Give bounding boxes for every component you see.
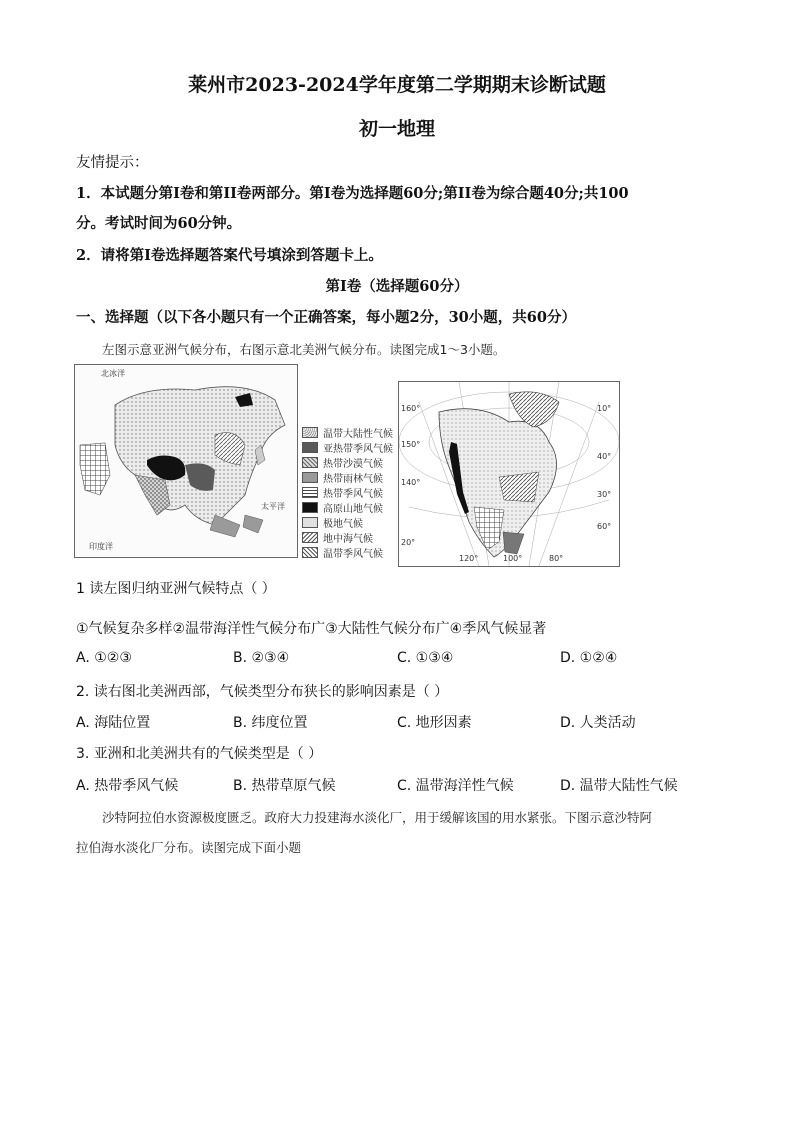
question-3-stem: 3. 亚洲和北美洲共有的气候类型是（ ） (76, 746, 323, 762)
legend-item-tropical-monsoon (302, 485, 383, 500)
legend-swatch (302, 427, 318, 438)
notice-line-1b: 分。考试时间为60分钟。 (76, 215, 242, 232)
legend-swatch (302, 442, 318, 453)
legend-swatch (302, 457, 318, 468)
notice-heading: 友情提示： (76, 155, 149, 171)
part-title: 一、选择题（以下各小题只有一个正确答案，每小题2分，30小题，共60分） (76, 309, 576, 326)
question-3-option-c[interactable]: C. 温带海洋性气候 (397, 778, 514, 794)
group2-intro-line-2: 拉伯海水淡化厂分布。读图完成下面小题 (76, 840, 302, 855)
question-1-statements: ①气候复杂多样②温带海洋性气候分布广③大陆性气候分布广④季风气候显著 (76, 621, 547, 637)
question-3-option-b[interactable]: B. 热带草原气候 (233, 778, 336, 794)
legend-item-polar (302, 515, 363, 530)
na-deg-left-3: 140° (401, 478, 421, 487)
legend-swatch (302, 547, 318, 558)
legend-item-tropical-rainforest (302, 470, 383, 485)
na-deg-right-3: 30° (597, 490, 612, 499)
legend-item-highland (302, 500, 383, 515)
asia-label-indian: 印度洋 (89, 542, 113, 551)
question-2-option-a[interactable]: A. 海陆位置 (76, 715, 151, 731)
legend-label: 温带大陆性气候 (323, 429, 393, 440)
legend-label: 温带季风气候 (323, 549, 383, 560)
legend-label: 极地气候 (323, 519, 363, 530)
na-deg-right-1: 10° (597, 404, 612, 413)
group2-intro-line-1: 沙特阿拉伯水资源极度匮乏。政府大力投建海水淡化厂，用于缓解该国的用水紧张。下图示意沙特阿 (102, 810, 653, 825)
na-deg-left-1: 160° (401, 404, 421, 413)
question-3-option-d[interactable]: D. 温带大陆性气候 (560, 778, 678, 794)
legend-label: 热带季风气候 (323, 489, 383, 500)
question-1-option-b[interactable]: B. ②③④ (233, 650, 290, 666)
notice-line-1a: 1．本试题分第Ⅰ卷和第II卷两部分。第Ⅰ卷为选择题60分;第II卷为综合题40分;共100 (76, 185, 629, 202)
legend-swatch (302, 472, 318, 483)
legend-label: 地中海气候 (323, 534, 373, 545)
question-1-option-c[interactable]: C. ①③④ (397, 650, 454, 666)
question-1-option-a[interactable]: A. ①②③ (76, 650, 132, 666)
legend-item-tropical-desert (302, 455, 383, 470)
na-deg-left-2: 150° (401, 440, 421, 449)
volume-title: 第Ⅰ卷（选择题60分） (325, 278, 469, 295)
na-deg-bottom-2: 100° (503, 554, 523, 563)
asia-map-graphic (75, 365, 297, 557)
asia-label-arctic: 北冰洋 (101, 369, 125, 378)
legend-item-subtropical-monsoon (302, 440, 393, 455)
asia-label-pacific: 太平洋 (261, 502, 285, 511)
exam-title: 莱州市2023-2024学年度第二学期期末诊断试题 (188, 74, 606, 96)
legend-swatch (302, 502, 318, 513)
na-deg-bottom-3: 80° (549, 554, 564, 563)
na-deg-bottom-1: 120° (459, 554, 479, 563)
question-1-stem: 1 读左图归纳亚洲气候特点（ ） (76, 581, 276, 597)
question-2-option-c[interactable]: C. 地形因素 (397, 715, 472, 731)
legend-swatch (302, 532, 318, 543)
legend-label: 高原山地气候 (323, 504, 383, 515)
legend-label: 热带雨林气候 (323, 474, 383, 485)
legend-label: 热带沙漠气候 (323, 459, 383, 470)
legend-swatch (302, 487, 318, 498)
notice-line-2: 2．请将第Ⅰ卷选择题答案代号填涂到答题卡上。 (76, 247, 383, 264)
question-2-option-b[interactable]: B. 纬度位置 (233, 715, 308, 731)
asia-climate-map (74, 364, 298, 558)
legend-item-temperate-monsoon (302, 545, 383, 560)
legend-label: 亚热带季风气候 (323, 444, 393, 455)
question-3-option-a[interactable]: A. 热带季风气候 (76, 778, 179, 794)
climate-legend (302, 425, 412, 565)
exam-subtitle: 初一地理 (358, 118, 435, 140)
question-2-stem: 2. 读右图北美洲西部，气候类型分布狭长的影响因素是（ ） (76, 684, 449, 700)
north-america-climate-map (398, 381, 620, 567)
na-map-graphic (399, 382, 619, 566)
na-deg-left-4: 20° (401, 538, 416, 547)
na-deg-right-2: 40° (597, 452, 612, 461)
legend-swatch (302, 517, 318, 528)
legend-item-mediterranean (302, 530, 373, 545)
legend-item-temperate-continental (302, 425, 393, 440)
question-2-option-d[interactable]: D. 人类活动 (560, 715, 636, 731)
na-deg-right-4: 60° (597, 522, 612, 531)
group1-intro: 左图示意亚洲气候分布，右图示意北美洲气候分布。读图完成1～3小题。 (102, 342, 506, 357)
question-1-option-d[interactable]: D. ①②④ (560, 650, 618, 666)
